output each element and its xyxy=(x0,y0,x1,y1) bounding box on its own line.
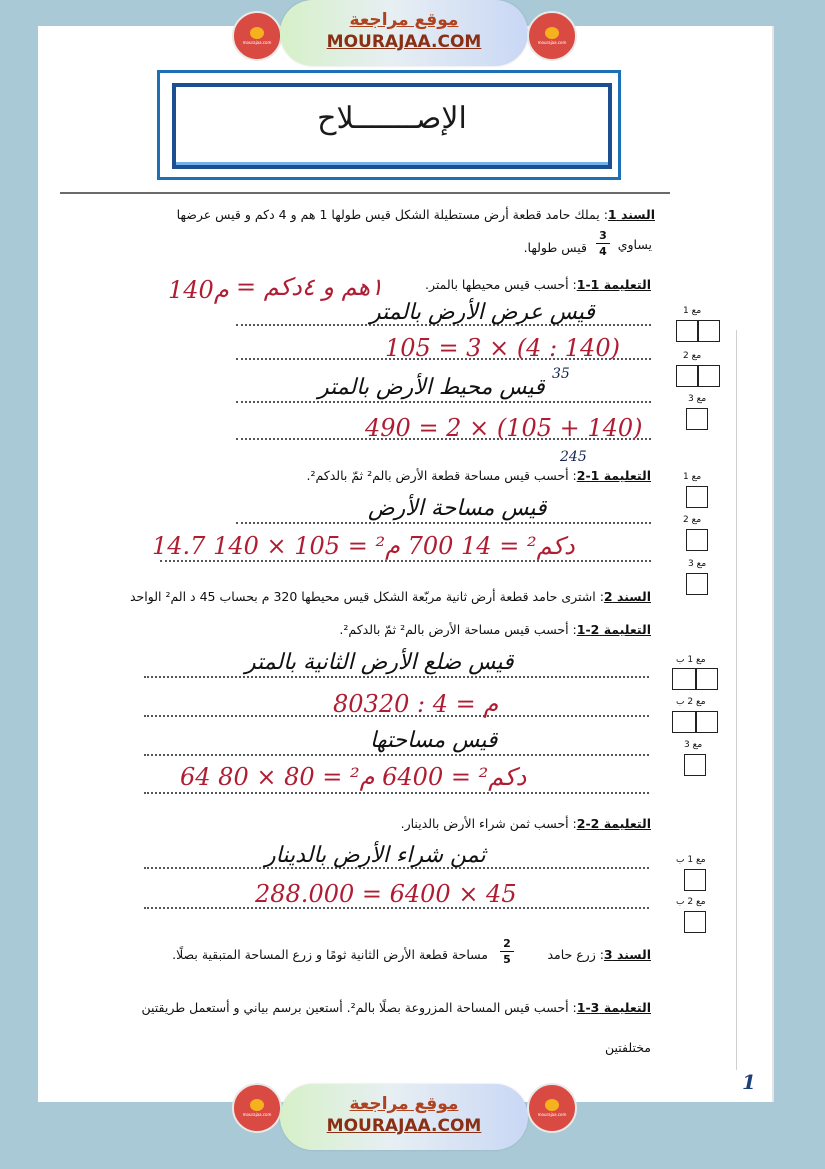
site-logo-left-bottom: mourajaa.com xyxy=(232,1083,282,1133)
fraction-2-5: 2 5 xyxy=(500,937,514,966)
answer-side-title: قيس ضلع الأرض الثانية بالمتر xyxy=(245,650,514,675)
grade-box[interactable] xyxy=(672,711,696,733)
answer-side-calc: 80م = 4 : 320 xyxy=(333,690,499,718)
site-logo-right-bottom: mourajaa.com xyxy=(527,1083,577,1133)
site-banner-bottom[interactable] xyxy=(280,1084,528,1150)
worksheet-page xyxy=(38,26,772,1102)
task-2-1: التعليمة 2-1: أحسب قيس مساحة الأرض بالم² ثمّ بالدكم². xyxy=(339,622,651,637)
task-1-2: التعليمة 1-2: أحسب قيس مساحة قطعة الأرض بالم² ثمّ بالدكم². xyxy=(306,468,651,483)
answer-perimeter-number: 140م xyxy=(168,276,229,304)
site-name-arabic[interactable]: موقع مراجعة xyxy=(349,10,459,30)
section1-line1: السند 1: يملك حامد قطعة أرض مستطيلة الشكل قيس طولها 1 هم و 4 دكم و قيس عرضها xyxy=(176,207,655,222)
title-frame xyxy=(157,70,621,180)
answer-price-calc: 288.000 = 6400 × 45 xyxy=(255,880,517,908)
section1-line2-pre: يساوي xyxy=(617,237,652,252)
section1-line2-post: قيس طولها. xyxy=(523,240,587,255)
section3-post: مساحة قطعة الأرض الثانية ثومًا و زرع المساحة المتبقية بصلًا. xyxy=(172,947,488,962)
answer-width-calc: 105 = 3 × (4 : 140) xyxy=(385,334,620,362)
site-logo-right-top: mourajaa.com xyxy=(527,11,577,61)
site-name-latin[interactable]: MOURAJAA.COM xyxy=(326,1116,482,1136)
site-logo-left-top: mourajaa.com xyxy=(232,11,282,61)
grade-box[interactable] xyxy=(686,408,708,430)
answer-area-calc: 14.7 دكم² = 14 700 م² = 105 × 140 xyxy=(152,532,575,560)
answer-area-title: قيس مساحة الأرض xyxy=(368,496,547,521)
task-2-2: التعليمة 2-2: أحسب ثمن شراء الأرض بالدينار. xyxy=(400,816,651,831)
fraction-3-4: 3 4 xyxy=(596,229,610,258)
answer-area2-title: قيس مساحتها xyxy=(370,728,498,753)
answer-width-title: قيس عرض الأرض بالمتر xyxy=(370,300,595,325)
answer-price-title: ثمن شراء الأرض بالدينار xyxy=(265,843,486,868)
grade-box[interactable] xyxy=(684,754,706,776)
grade-box[interactable] xyxy=(698,365,720,387)
section2-text: السند 2: اشترى حامد قطعة أرض ثانية مربّعة الشكل قيس محيطها 320 م بحساب 45 د الم² الواحد xyxy=(129,589,651,604)
site-banner-top[interactable] xyxy=(280,0,528,66)
grade-box[interactable] xyxy=(696,668,718,690)
grade-box[interactable] xyxy=(698,320,720,342)
answer-area2-calc: 64 دكم² = 6400 م² = 80 × 80 xyxy=(180,763,527,791)
answer-conversion: ١هم و ٤دكم = xyxy=(236,273,384,301)
grade-box[interactable] xyxy=(676,320,698,342)
grade-box[interactable] xyxy=(684,911,706,933)
answer-perimeter-title: قيس محيط الأرض بالمتر xyxy=(318,375,545,400)
grade-box[interactable] xyxy=(672,668,696,690)
page-title: الإصـــــــلاح xyxy=(317,101,467,136)
task-3-1: التعليمة 3-1: أحسب قيس المساحة المزروعة بصلًا بالم². أستعين برسم بياني و أستعمل طريقتين xyxy=(141,1000,651,1015)
page-number: 1 xyxy=(742,1070,756,1094)
answer-perimeter-calc: 490 = 2 × (105 + 140) xyxy=(365,414,643,442)
grade-box[interactable] xyxy=(696,711,718,733)
divider xyxy=(60,192,670,194)
grade-box[interactable] xyxy=(686,486,708,508)
task-1-1: التعليمة 1-1: أحسب قيس محيطها بالمتر. xyxy=(424,277,651,292)
section3-pre: السند 3: زرع حامد xyxy=(547,947,651,962)
task-3-1-line2: مختلفتين xyxy=(604,1040,651,1055)
site-name-arabic[interactable]: موقع مراجعة xyxy=(349,1094,459,1114)
grade-box[interactable] xyxy=(686,529,708,551)
grade-box[interactable] xyxy=(686,573,708,595)
grade-box[interactable] xyxy=(676,365,698,387)
page-edge xyxy=(772,26,774,1102)
grade-box[interactable] xyxy=(684,869,706,891)
site-name-latin[interactable]: MOURAJAA.COM xyxy=(326,32,482,52)
